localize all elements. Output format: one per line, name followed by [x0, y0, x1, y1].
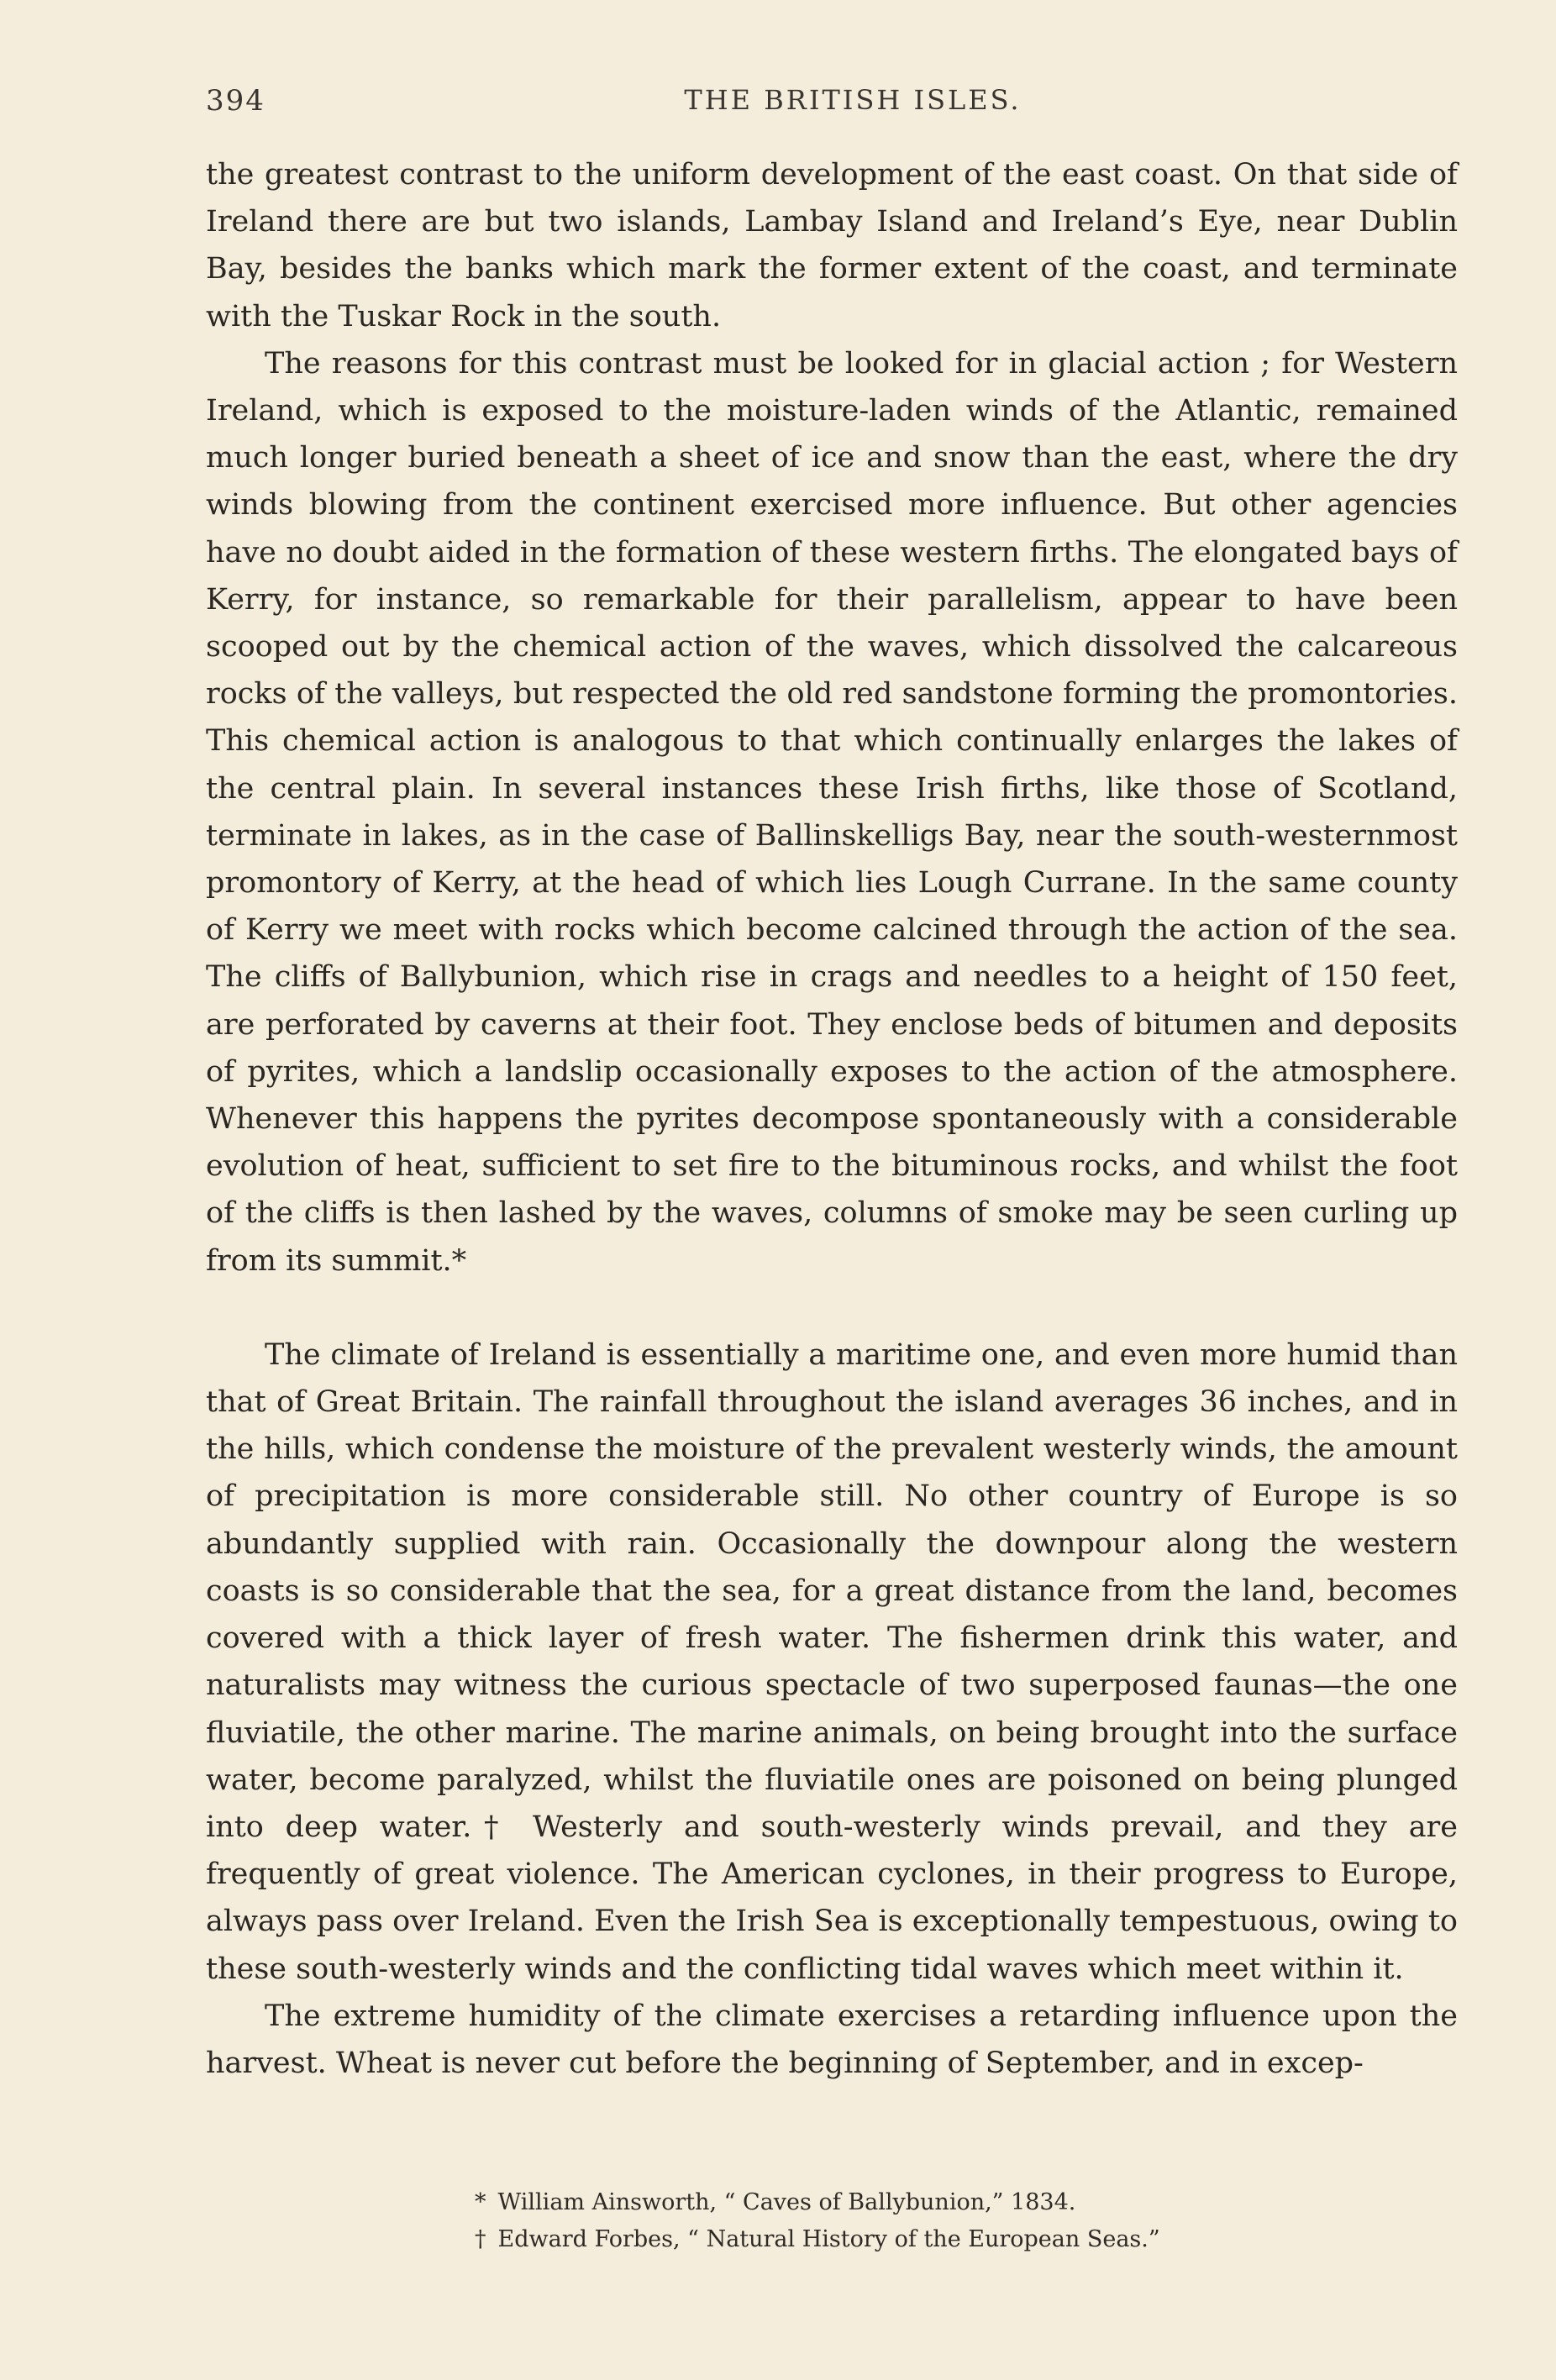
running-title: THE BRITISH ISLES. — [684, 84, 1022, 116]
paragraph: The climate of Ireland is essentially a maritime one, and even more humid than that of Great Britain. The rainfall throughout the island averages 36 inches, and in the hills, which condense the moisture of the prevalent westerly winds, the amount of precipitation is more considerable still. No other country of Europe is so abundantly supplied with rain. Occasionally the downpour along the western coasts is so considerable that the sea, for a great distance from the land, becomes covered with a thick layer of fresh water. The fishermen drink this water, and naturalists may witness the curious spectacle of two superposed faunas—the one fluviatile, the other marine. The marine animals, on being brought into the surface water, become paralyzed, whilst the fluviatile ones are poisoned on being plunged into deep water.† Westerly and south-westerly winds prevail, and they are frequently of great violence. The American cyclones, in their progress to Europe, always pass over Ireland. Even the Irish Sea is exceptionally tempestuous, owing to these south-westerly winds and the conflicting tidal waves which meet within it. — [206, 1337, 1458, 1986]
footnotes — [206, 2184, 1458, 2258]
footnote-text: William Ainsworth, “ Caves of Ballybunion,” 1834. — [497, 2189, 1076, 2215]
footnote — [206, 2221, 1458, 2258]
paragraph: The reasons for this contrast must be looked for in glacial action ; for Western Ireland, which is exposed to the moisture-laden winds of the Atlantic, remained much longer buried beneath a sheet of ice and snow than the east, where the dry winds blowing from the continent exercised more influence. But other agencies have no doubt aided in the formation of these western firths. The elongated bays of Kerry, for instance, so remarkable for their parallelism, appear to have been scooped out by the chemical action of the waves, which dissolved the calcareous rocks of the valleys, but respected the old red sandstone forming the promontories. This chemical action is analogous to that which continually enlarges the lakes of the central plain. In several instances these Irish firths, like those of Scotland, terminate in lakes, as in the case of Ballinskelligs Bay, near the south-westernmost promontory of Kerry, at the head of which lies Lough Currane. In the same county of Kerry we meet with rocks which become calcined through the action of the sea. The cliffs of Ballybunion, which rise in crags and needles to a height of 150 feet, are perforated by caverns at their foot. They enclose beds of bitumen and deposits of pyrites, which a landslip occasionally exposes to the action of the atmosphere. Whenever this happens the pyrites decompose spontaneously with a considerable evolution of heat, sufficient to set fire to the bituminous rocks, and whilst the foot of the cliffs is then lashed by the waves, columns of smoke may be seen curling up from its summit.* — [206, 346, 1458, 1278]
footnote-mark: † — [475, 2226, 486, 2252]
footnote-text: Edward Forbes, “ Natural History of the European Seas.” — [497, 2226, 1160, 2252]
body-text — [206, 151, 1458, 2087]
paragraph: The extreme humidity of the climate exercises a retarding influence upon the harvest. Wheat is never cut before the beginning of September, and in excep- — [206, 1999, 1458, 2080]
page-header — [206, 84, 1458, 134]
page-number: 394 — [206, 84, 265, 118]
footnote-mark: * — [475, 2189, 486, 2215]
paragraph: the greatest contrast to the uniform development of the east coast. On that side of Ireland there are but two islands, Lambay Island and Ireland’s Eye, near Dublin Bay, besides the banks which mark the former extent of the coast, and terminate with the Tuskar Rock in the south. — [206, 158, 1458, 334]
footnote — [206, 2184, 1458, 2221]
